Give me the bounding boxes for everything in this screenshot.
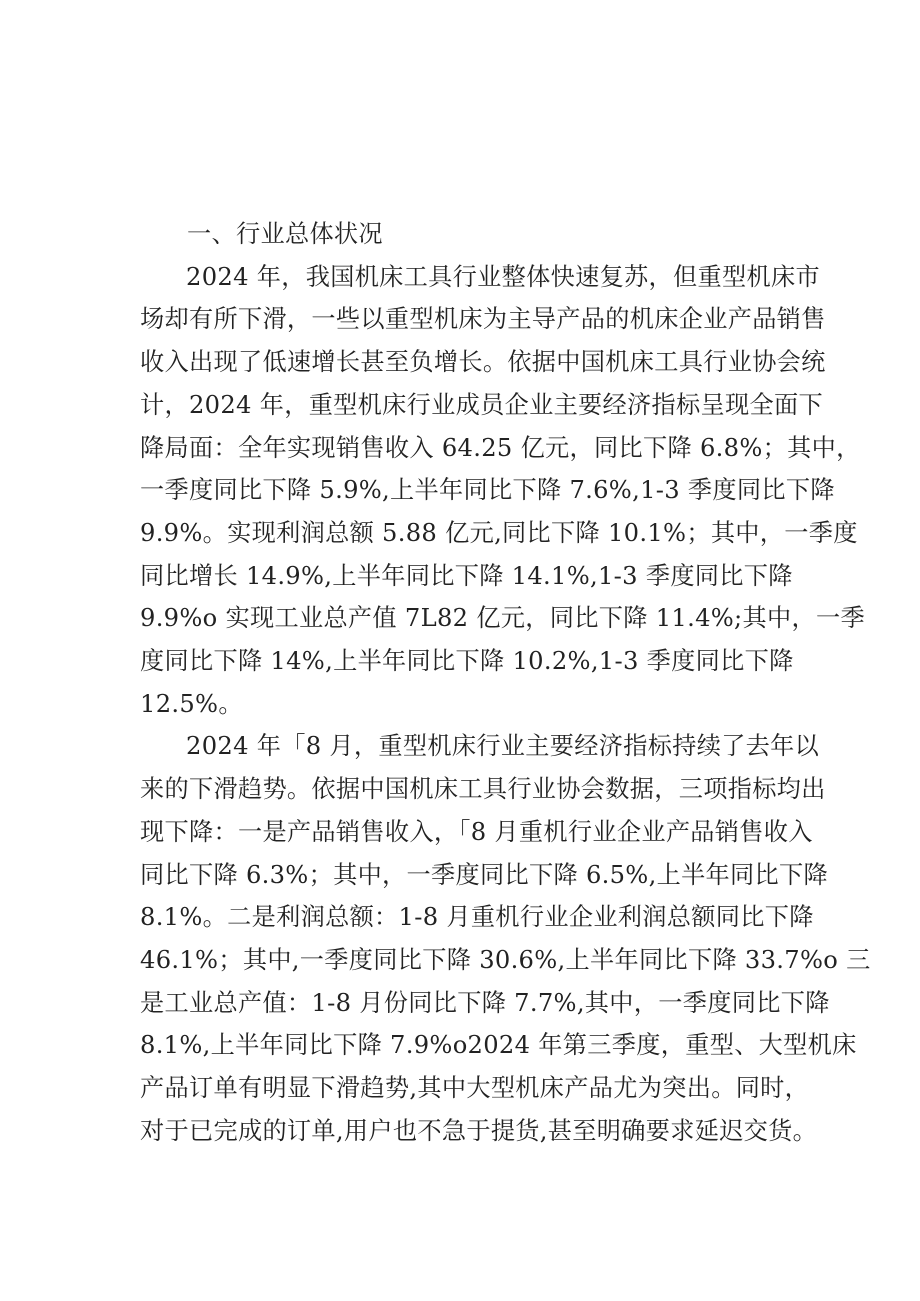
- paragraph-line: 同比增长 14.9%,上半年同比下降 14.1%,1-3 季度同比下降: [140, 561, 793, 590]
- paragraph-line: 现下降：一是产品销售收入，「8 月重机行业企业产品销售收入: [140, 817, 813, 846]
- paragraph-line: 计，2024 年，重型机床行业成员企业主要经济指标呈现全面下: [140, 390, 823, 419]
- paragraph-1: [140, 256, 865, 726]
- paragraph-line: 来的下滑趋势。依据中国机床工具行业协会数据，三项指标均出: [140, 775, 826, 804]
- paragraph-line: 场却有所下滑，一些以重型机床为主导产品的机床企业产品销售: [140, 305, 826, 334]
- document-body: [140, 213, 871, 1152]
- paragraph-line: 46.1%；其中,一季度同比下降 30.6%,上半年同比下降 33.7%o 三: [140, 945, 871, 974]
- paragraph-line: 9.9%。实现利润总额 5.88 亿元,同比下降 10.1%；其中，一季度: [140, 518, 858, 547]
- paragraph-line: 是工业总产值：1-8 月份同比下降 7.7%,其中，一季度同比下降: [140, 988, 830, 1017]
- paragraph-line: 降局面：全年实现销售收入 64.25 亿元，同比下降 6.8%；其中，: [140, 433, 861, 462]
- paragraph-line: 收入出现了低速增长甚至负增长。依据中国机床工具行业协会统: [140, 348, 826, 377]
- paragraph-line: 同比下降 6.3%；其中，一季度同比下降 6.5%,上半年同比下降: [140, 860, 828, 889]
- paragraph-line: 产品订单有明显下滑趋势,其中大型机床产品尤为突出。同时，: [140, 1074, 810, 1103]
- paragraph-line: 8.1%,上半年同比下降 7.9%o2024 年第三季度，重型、大型机床: [140, 1031, 857, 1060]
- paragraph-line: 2024 年，我国机床工具行业整体快速复苏，但重型机床市: [186, 262, 820, 291]
- paragraph-line: 12.5%。: [140, 689, 243, 718]
- paragraph-line: 对于已完成的订单,用户也不急于提货,甚至明确要求延迟交货。: [140, 1116, 818, 1145]
- paragraph-line: 2024 年「8 月，重型机床行业主要经济指标持续了去年以: [186, 732, 820, 761]
- paragraph-line: 度同比下降 14%,上半年同比下降 10.2%,1-3 季度同比下降: [140, 647, 794, 676]
- paragraph-2: [140, 725, 871, 1152]
- section-heading: 一、行业总体状况: [187, 220, 383, 248]
- paragraph-line: 9.9%o 实现工业总产值 7L82 亿元，同比下降 11.4%;其中，一季: [140, 604, 865, 633]
- paragraph-line: 8.1%。二是利润总额：1-8 月重机行业企业利润总额同比下降: [140, 903, 814, 932]
- paragraph-line: 一季度同比下降 5.9%,上半年同比下降 7.6%,1-3 季度同比下降: [140, 476, 835, 505]
